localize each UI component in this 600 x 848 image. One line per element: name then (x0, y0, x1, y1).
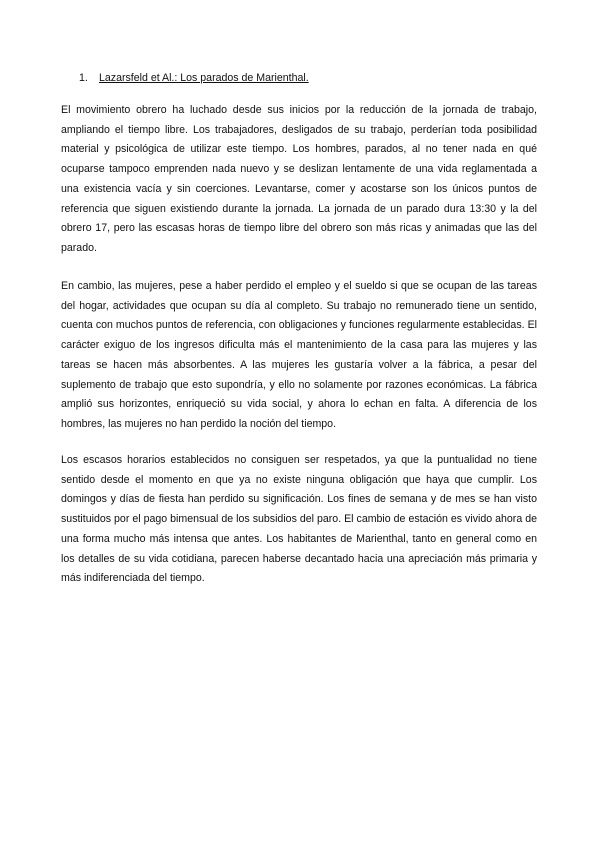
heading-number: 1. (79, 72, 88, 84)
paragraph-2: En cambio, las mujeres, pese a haber perdido el empleo y el sueldo si que se ocupan de las tareas del hogar, actividades que ocupan su día al completo. Su trabajo no remunerado tiene un sentido, cuenta con muchos puntos de referencia, con obligaciones y funciones regularmente establecidas. El carácter exiguo de los ingresos dificulta más el mantenimiento de la casa para las mujeres y las tareas se hacen más absorbentes. A las mujeres les gustaría volver a la fábrica, a pesar del suplemento de trabajo que esto supondría, y ello no solamente por razones económicas. La fábrica amplió sus horizontes, enriqueció su vida social, y ahora lo echan en falta. A diferencia de los hombres, las mujeres no han perdido la noción del tiempo. (61, 280, 537, 430)
paragraph-3: Los escasos horarios establecidos no consiguen ser respetados, ya que la puntualidad no tiene sentido desde el momento en que ya no existe ninguna obligación que haya que cumplir. Los domingos y días de fiesta han perdido su significación. Los fines de semana y de mes se han visto sustituidos por el pago bimensual de los subsidios del paro. El cambio de estación es vivido ahora de una forma mucho más intensa que antes. Los habitantes de Marienthal, tanto en general como en los detalles de su vida cotidiana, parecen haberse decantado hacia una apreciación más primaria y más indiferenciada del tiempo. (61, 454, 537, 585)
paragraph-1: El movimiento obrero ha luchado desde sus inicios por la reducción de la jornada de trabajo, ampliando el tiempo libre. Los trabajadores, desligados de su trabajo, perderían toda posibilidad material y psicológica de utilizar este tiempo. Los hombres, parados, al no tener nada en qué ocuparse tampoco emprenden nada nuevo y se deslizan lentamente de una vida reglamentada a una existencia vacía y sin coerciones. Levantarse, comer y acostarse son los únicos puntos de referencia que siguen existiendo durante la jornada. La jornada de un parado dura 13:30 y la del obrero 17, pero las escasas horas de tiempo libre del obrero son más ricas y animadas que las del parado. (61, 104, 537, 254)
heading-title: Lazarsfeld et Al.: Los parados de Marienthal. (99, 72, 309, 84)
section-heading (79, 71, 309, 85)
